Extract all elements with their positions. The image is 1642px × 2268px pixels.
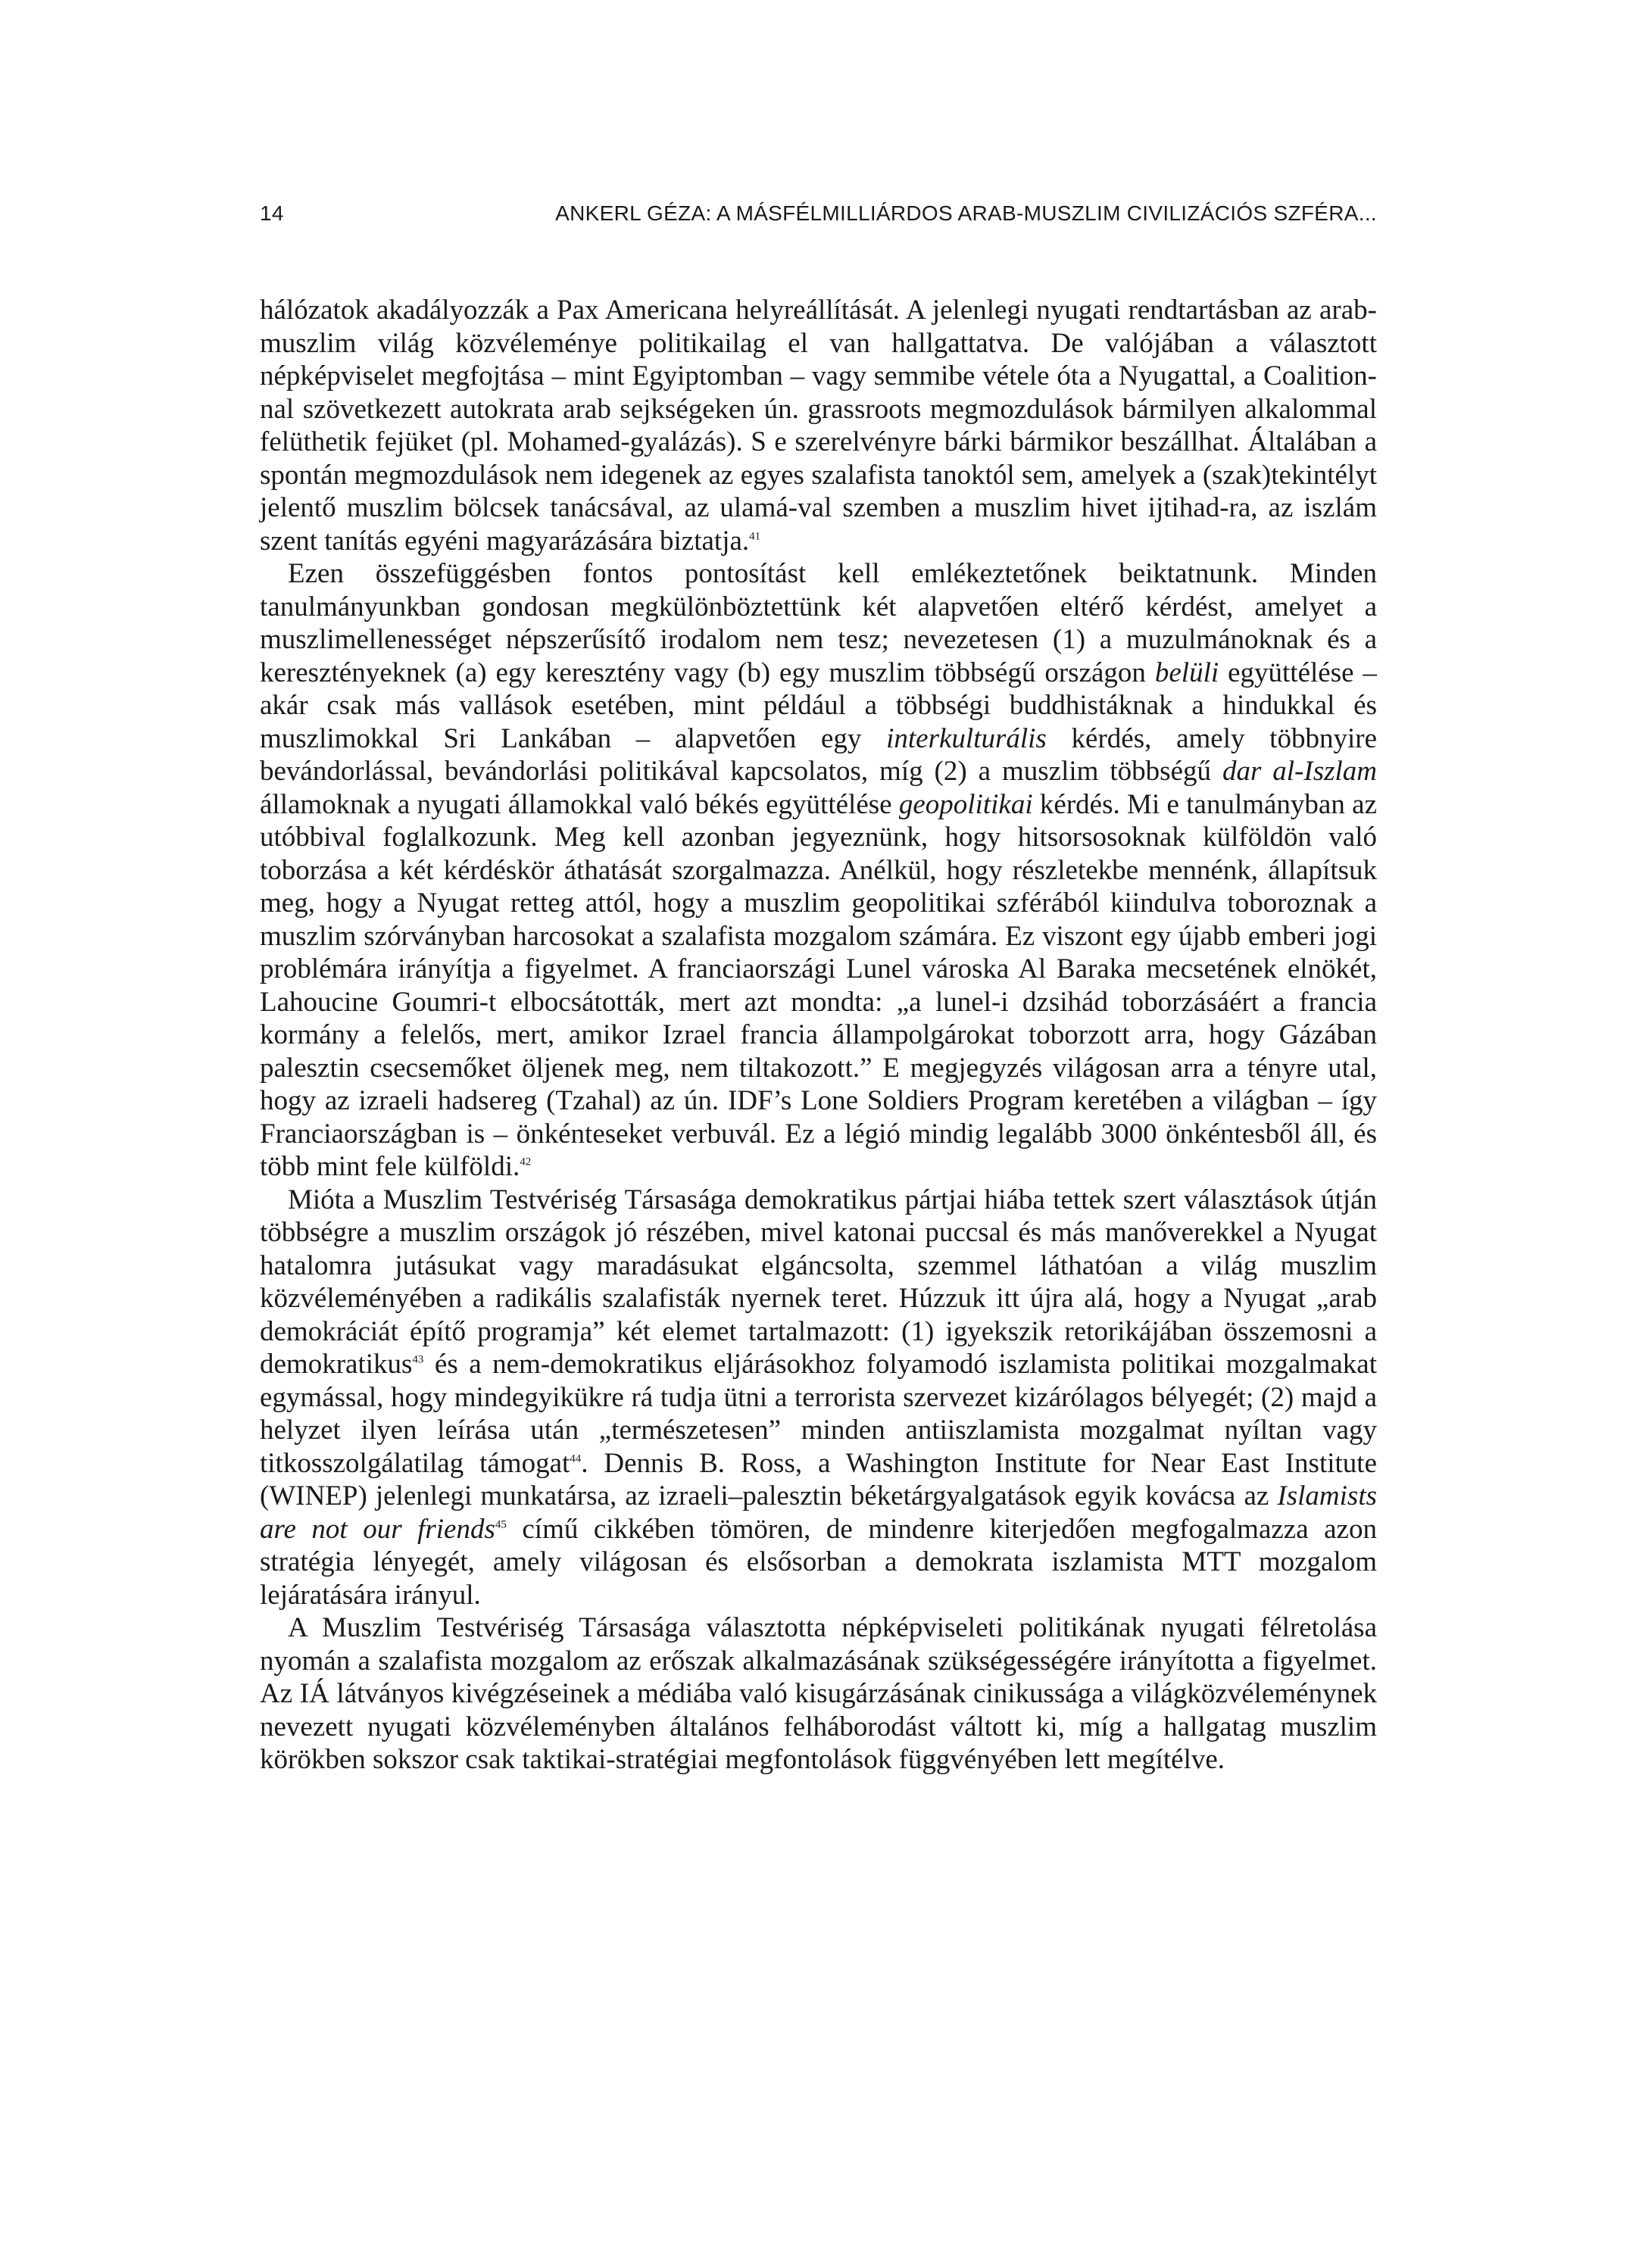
text-run: A Muszlim Testvériség Társasága választotta népképviseleti politikának nyugati félretolása nyomán a szalafista mozgalom az erőszak alkalmazásának szükségességére irányította a figyelmet. Az IÁ látványos kivégzéseinek a médiába való kisugárzásának cinikussága a világközvéleménynek nevezett nyugati közvéleményben általános felháborodást váltott ki, míg a hallgatag muszlim körökben sokszor csak taktikai-stratégiai megfontolások függvényében lett megítélve. xyxy=(260,1612,1377,1775)
italic-term: belüli xyxy=(1154,657,1219,688)
footnote-marker: 45 xyxy=(495,1518,507,1531)
footnote-marker: 41 xyxy=(749,530,761,543)
paragraph-2 xyxy=(260,557,1377,1184)
text-run: . Dennis B. Ross, a Washington Institute for Near East Institute (WINEP) jelenlegi munkatársa, az izraeli–palesztin béketárgyalgatások egyik kovácsa az xyxy=(260,1447,1377,1511)
text-run: Ezen összefüggésben fontos pontosítást kell emlékeztetőnek beiktatnunk. Minden tanulmányunkban gondosan megkülönböztettünk két alapvetően eltérő kérdést, amelyet a muszlimellenességet népszerűsítő irodalom nem tesz; nevezetesen (1) a muzulmánoknak és a keresztényeknek (a) egy keresztény vagy (b) egy muszlim többségű országon xyxy=(260,558,1377,688)
italic-term: geopolitikai xyxy=(898,788,1033,820)
text-run: együttélése – akár csak más vallások esetében, mint például a többségi buddhistáknak a hindukkal és muszlimokkal Sri Lankában – alapvetően egy xyxy=(260,657,1377,754)
footnote-marker: 43 xyxy=(412,1353,424,1366)
italic-term: dar al-Iszlam xyxy=(1222,756,1377,787)
text-run: Mióta a Muszlim Testvériség Társasága demokratikus pártjai hiába tettek szert választások útján többségre a muszlim országok jó részében, mivel katonai puccsal és más manőverekkel a Nyugat hatalomra jutásukat vagy maradásukat elgáncsolta, szemmel láthatóan a világ muszlim közvéleményében a radikális szalafisták nyernek teret. Húzzuk itt újra alá, hogy a Nyugat „arab demokráciát építő programja” két elemet tartalmazott: (1) igyekszik retorikájában összemosni a demokratikus xyxy=(260,1184,1377,1380)
running-title: ANKERL GÉZA: A MÁSFÉLMILLIÁRDOS ARAB-MUSZLIM CIVILIZÁCIÓS SZFÉRA... xyxy=(555,201,1377,225)
page-number: 14 xyxy=(260,201,284,225)
text-run: című cikkében tömören, de mindenre kiterjedően megfogalmazza azon stratégia lényegét, amely világosan és elsősorban a demokrata iszlamista MTT mozgalom lejáratására irányul. xyxy=(260,1513,1377,1611)
paragraph-1 xyxy=(260,294,1377,557)
footnote-marker: 44 xyxy=(570,1452,582,1465)
text-run: és a nem-demokratikus eljárásokhoz folyamodó iszlamista politikai mozgalmakat egymással, hogy mindegyikükre rá tudja ütni a terrorista szervezet kizárólagos bélyegét; (2) majd a helyzet ilyen leírása után „természetesen” minden antiiszlamista mozgalmat nyíltan vagy titkosszolgálatilag támogat xyxy=(260,1349,1377,1479)
text-run: kérdés. Mi e tanulmányban az utóbbival foglalkozunk. Meg kell azonban jegyeznünk, hogy hitsorsosoknak külföldön való toborzása a két kérdéskör áthatását szorgalmazza. Anélkül, hogy részletekbe mennénk, állapítsuk meg, hogy a Nyugat retteg attól, hogy a muszlim geopolitikai szférából kiindulva toboroznak a muszlim szórványban harcosokat a szalafista mozgalom számára. Ez viszont egy újabb emberi jogi problémára irányítja a figyelmet. A franciaországi Lunel városka Al Baraka mecsetének elnökét, Lahoucine Goumri-t elbocsátották, mert azt mondta: „a lunel-i dzsihád toborzásáért a francia kormány a felelős, mert, amikor Izrael francia állampolgárokat toborzott arra, hogy Gázában palesztin csecsemőket öljenek meg, nem tiltakozott.” E megjegyzés világosan arra a tényre utal, hogy az izraeli hadsereg (Tzahal) az ún. IDF’s Lone Soldiers Program keretében a világban – így Franciaországban is – önkénteseket verbuvál. Ez a légió mindig legalább 3000 önkéntesből áll, és több mint fele külföldi. xyxy=(260,788,1377,1182)
body-text xyxy=(260,294,1377,1777)
italic-term: interkulturális xyxy=(886,722,1047,754)
text-run: államoknak a nyugati államokkal való békés együttélése xyxy=(260,788,899,820)
paragraph-3 xyxy=(260,1184,1377,1612)
text-run: hálózatok akadályozzák a Pax Americana helyreállítását. A jelenlegi nyugati rendtartásban az arab-muszlim világ közvéleménye politikailag el van hallgattatva. De valójában a választott népképviselet megfojtása – mint Egyiptomban – vagy semmibe vétele óta a Nyugattal, a Coalition-nal szövetkezett autokrata arab sejkségeken ún. grassroots megmozdulások bármilyen alkalommal felüthetik fejüket (pl. Mohamed-gyalázás). S e szerelvényre bárki bármikor beszállhat. Általában a spontán megmozdulások nem idegenek az egyes szalafista tanoktól sem, amelyek a (szak)tekintélyt jelentő muszlim bölcsek tanácsával, az ulamá-val szemben a muszlim hivet ijtihad-ra, az iszlám szent tanítás egyéni magyarázására biztatja. xyxy=(260,295,1377,557)
paragraph-4 xyxy=(260,1611,1377,1777)
footnote-marker: 42 xyxy=(520,1156,532,1168)
text-run: kérdés, amely többnyire bevándorlással, bevándorlási politikával kapcsolatos, míg (2) a muszlim többségű xyxy=(260,722,1377,787)
italic-term: Islamists are not our friends xyxy=(260,1480,1377,1545)
